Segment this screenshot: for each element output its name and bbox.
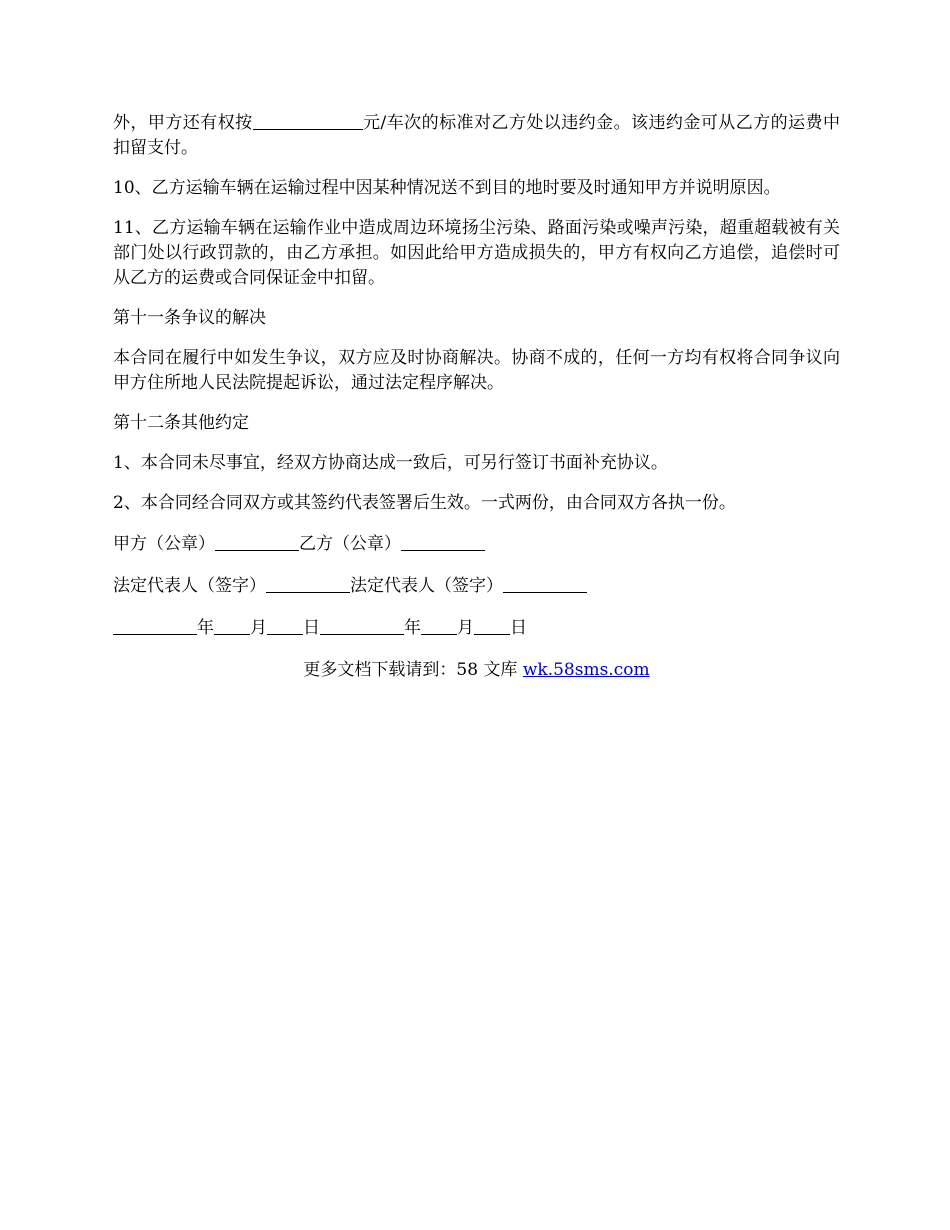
party-a-month-label: 月 [250,618,267,638]
party-a-day-label: 日 [303,618,320,638]
party-a-seal-label: 甲方（公章） [113,534,215,554]
party-a-year-label: 年 [197,618,214,638]
paragraph-penalty [113,111,840,161]
seal-line [113,532,840,557]
party-b-day-blank [474,616,510,635]
party-a-rep-label: 法定代表人（签字） [113,576,266,596]
party-a-rep-blank [266,574,350,593]
paragraph-penalty-lead: 外，甲方还有权按 [113,113,253,133]
party-a-day-blank [267,616,303,635]
document-body [113,111,840,700]
party-b-day-label: 日 [510,618,527,638]
party-a-month-blank [214,616,250,635]
date-line [113,616,840,641]
download-footer [113,658,840,683]
clause-11: 11、乙方运输车辆在运输作业中造成周边环境扬尘污染、路面污染或噪声污染，超重超载被有关部门处以行政罚款的，由乙方承担。如因此给甲方造成损失的，甲方有权向乙方追偿，追偿时可从乙方的运费或合同保证金中扣留。 [113,218,840,288]
party-b-year-blank [320,616,404,635]
article-12-clause-2: 2、本合同经合同双方或其签约代表签署后生效。一式两份，由合同双方各执一份。 [113,493,736,513]
party-b-month-label: 月 [457,618,474,638]
article-11-body: 本合同在履行中如发生争议，双方应及时协商解决。协商不成的，任何一方均有权将合同争议向甲方住所地人民法院提起诉讼，通过法定程序解决。 [113,348,840,393]
paragraph-penalty-rest: 元/车次的标准对乙方处以违约金。该违约金可从乙方的运费中扣留支付。 [113,113,841,158]
party-a-year-blank [113,616,197,635]
party-b-seal-label: 乙方（公章） [299,534,401,554]
penalty-amount-blank [253,111,363,130]
footer-link[interactable]: wk.58sms.com [522,660,650,680]
article-12-clause-1: 1、本合同未尽事宜，经双方协商达成一致后，可另行签订书面补充协议。 [113,453,668,473]
signature-line [113,574,840,599]
party-b-month-blank [421,616,457,635]
party-b-rep-label: 法定代表人（签字） [350,576,503,596]
party-b-seal-blank [401,532,485,551]
footer-text: 更多文档下载请到：58 文库 [303,660,523,680]
party-b-year-label: 年 [404,618,421,638]
article-11-heading: 第十一条争议的解决 [113,308,266,328]
clause-10: 10、乙方运输车辆在运输过程中因某种情况送不到目的地时要及时通知甲方并说明原因。 [113,178,781,198]
article-12-heading: 第十二条其他约定 [113,413,249,433]
party-b-rep-blank [503,574,587,593]
party-a-seal-blank [215,532,299,551]
